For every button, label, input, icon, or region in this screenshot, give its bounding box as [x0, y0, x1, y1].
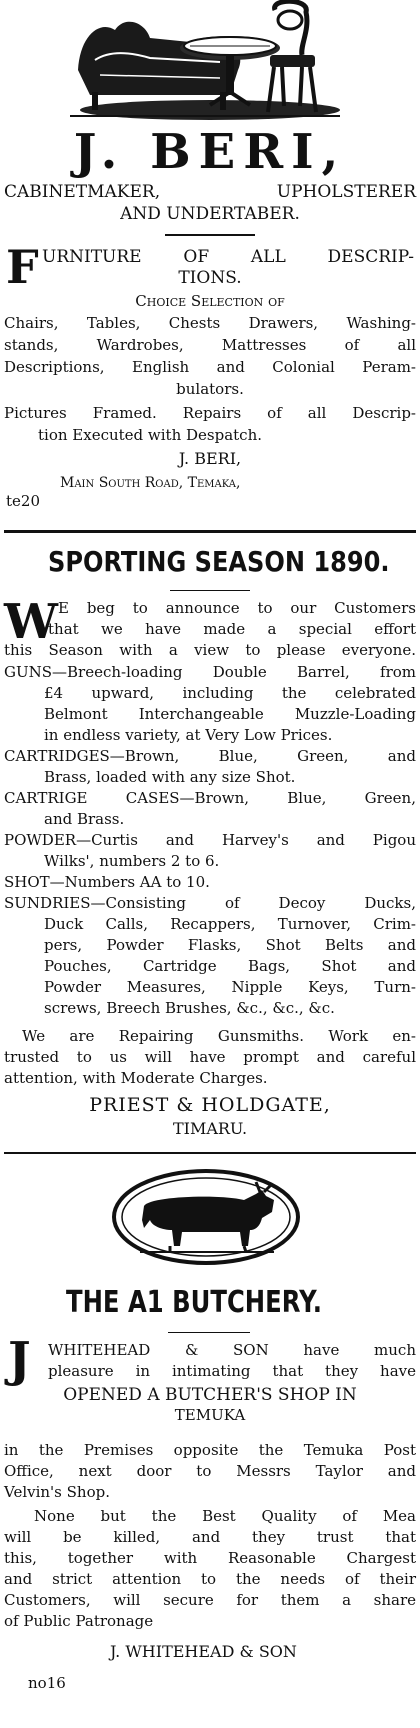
divider [4, 530, 416, 533]
list-line: Descriptions, English and Colonial Peram- [4, 358, 416, 376]
guns-line: GUNS—Breech-loading Double Barrel, from [4, 663, 416, 681]
quality-line: of Public Patronage [4, 1612, 154, 1630]
divider [4, 1152, 416, 1154]
drop-cap-f: F [6, 240, 39, 294]
repair-line: trusted to us will have prompt and careful [4, 1048, 416, 1066]
divider [170, 590, 250, 591]
divider [168, 1332, 250, 1333]
intro-line: this Season with a view to please everyone. [4, 641, 416, 659]
cases-line: CARTRIGE CASES—Brown, Blue, Green, [4, 789, 416, 807]
opened-line: OPENED A BUTCHER'S SHOP IN [63, 1385, 357, 1405]
signature-name: PRIEST & HOLDGATE, [89, 1094, 331, 1116]
sundries-line: Duck Calls, Recappers, Turnover, Crim- [44, 915, 416, 933]
signature-address: Main South Road, Temaka, [60, 475, 241, 491]
trades-line-1: CABINETMAKER, UPHOLSTERER [4, 182, 416, 202]
quality-line: this, together with Reasonable Chargest [4, 1549, 416, 1567]
powder-line: POWDER—Curtis and Harvey's and Pigou [4, 831, 416, 849]
furniture-list [4, 312, 416, 400]
choice-selection: Choice Selection of [135, 292, 285, 310]
premises-line: Office, next door to Messrs Taylor and [4, 1462, 416, 1480]
repair-line: We are Repairing Gunsmiths. Work en- [22, 1027, 416, 1045]
furniture-heading-line-2: TIONS. [178, 268, 242, 288]
ad-code: te20 [6, 492, 40, 510]
repairs-line: Pictures Framed. Repairs of all Descrip- [4, 404, 416, 422]
repairs-line: tion Executed with Despatch. [38, 426, 263, 444]
ad-code: no16 [28, 1674, 66, 1692]
intro-line: pleasure in intimating that they have [48, 1362, 416, 1380]
powder-line: Wilks', numbers 2 to 6. [44, 852, 220, 870]
guns-line: Belmont Interchangeable Muzzle-Loading [44, 705, 416, 723]
signature-name: J. WHITEHEAD & SON [110, 1642, 297, 1661]
quality-line: Customers, will secure for them a share [4, 1591, 416, 1609]
sundries-line: Pouches, Cartridge Bags, Shot and [44, 957, 416, 975]
intro-line: that we have made a special effort [48, 620, 416, 638]
advertiser-name: J. BERI, [73, 124, 347, 180]
drop-cap-w: W [4, 594, 58, 650]
list-line: Chairs, Tables, Chests Drawers, Washing- [4, 314, 416, 332]
sundries-line: pers, Powder Flasks, Shot Belts and [44, 936, 416, 954]
ox-engraving-icon [110, 1168, 302, 1266]
quality-text [4, 1506, 416, 1632]
cartridges-line: CARTRIDGES—Brown, Blue, Green, and [4, 747, 416, 765]
premises-line: Velvin's Shop. [4, 1483, 110, 1501]
sundries-line: Powder Measures, Nipple Keys, Turn- [44, 978, 416, 996]
guns-line: £4 upward, including the celebrated [44, 684, 416, 702]
drop-cap-j: J [8, 1332, 31, 1388]
shot-line: SHOT—Numbers AA to 10. [4, 873, 210, 891]
sundries-line: SUNDRIES—Consisting of Decoy Ducks, [4, 894, 416, 912]
repair-line: attention, with Moderate Charges. [4, 1069, 268, 1087]
divider [165, 234, 255, 236]
list-line: bulators. [176, 380, 244, 398]
sporting-intro [4, 594, 416, 661]
quality-line: None but the Best Quality of Mea [34, 1507, 416, 1525]
cases-line: and Brass. [44, 810, 125, 828]
quality-line: will be killed, and they trust that [4, 1528, 416, 1546]
guns-line: in endless variety, at Very Low Prices. [44, 726, 333, 744]
intro-line: WHITEHEAD & SON have much [48, 1341, 416, 1359]
repairs-note [4, 402, 416, 446]
quality-line: and strict attention to the needs of their [4, 1570, 416, 1588]
butchery-intro [4, 1340, 416, 1382]
opened-line: TEMUKA [174, 1406, 246, 1424]
sporting-headline: SPORTING SEASON 1890. [48, 545, 390, 578]
signature-town: TIMARU. [172, 1119, 248, 1138]
premises-text [4, 1440, 416, 1503]
furniture-heading-line-1: URNITURE OF ALL DESCRIP- [42, 247, 414, 267]
premises-line: in the Premises opposite the Temuka Post [4, 1441, 416, 1459]
butchery-headline: THE A1 BUTCHERY. [66, 1285, 322, 1320]
cartridges-line: Brass, loaded with any size Shot. [44, 768, 296, 786]
gunsmith-repairs [4, 1026, 416, 1089]
list-line: stands, Wardrobes, Mattresses of all [4, 336, 416, 354]
furniture-engraving-icon [70, 0, 340, 122]
trades-line-2: AND UNDERTABER. [120, 204, 300, 224]
intro-line: E beg to announce to our Customers [58, 599, 416, 617]
signature-name: J. BERI, [178, 449, 242, 468]
sundries-line: screws, Breech Brushes, &c., &c., &c. [44, 999, 335, 1017]
product-list [4, 662, 416, 1019]
